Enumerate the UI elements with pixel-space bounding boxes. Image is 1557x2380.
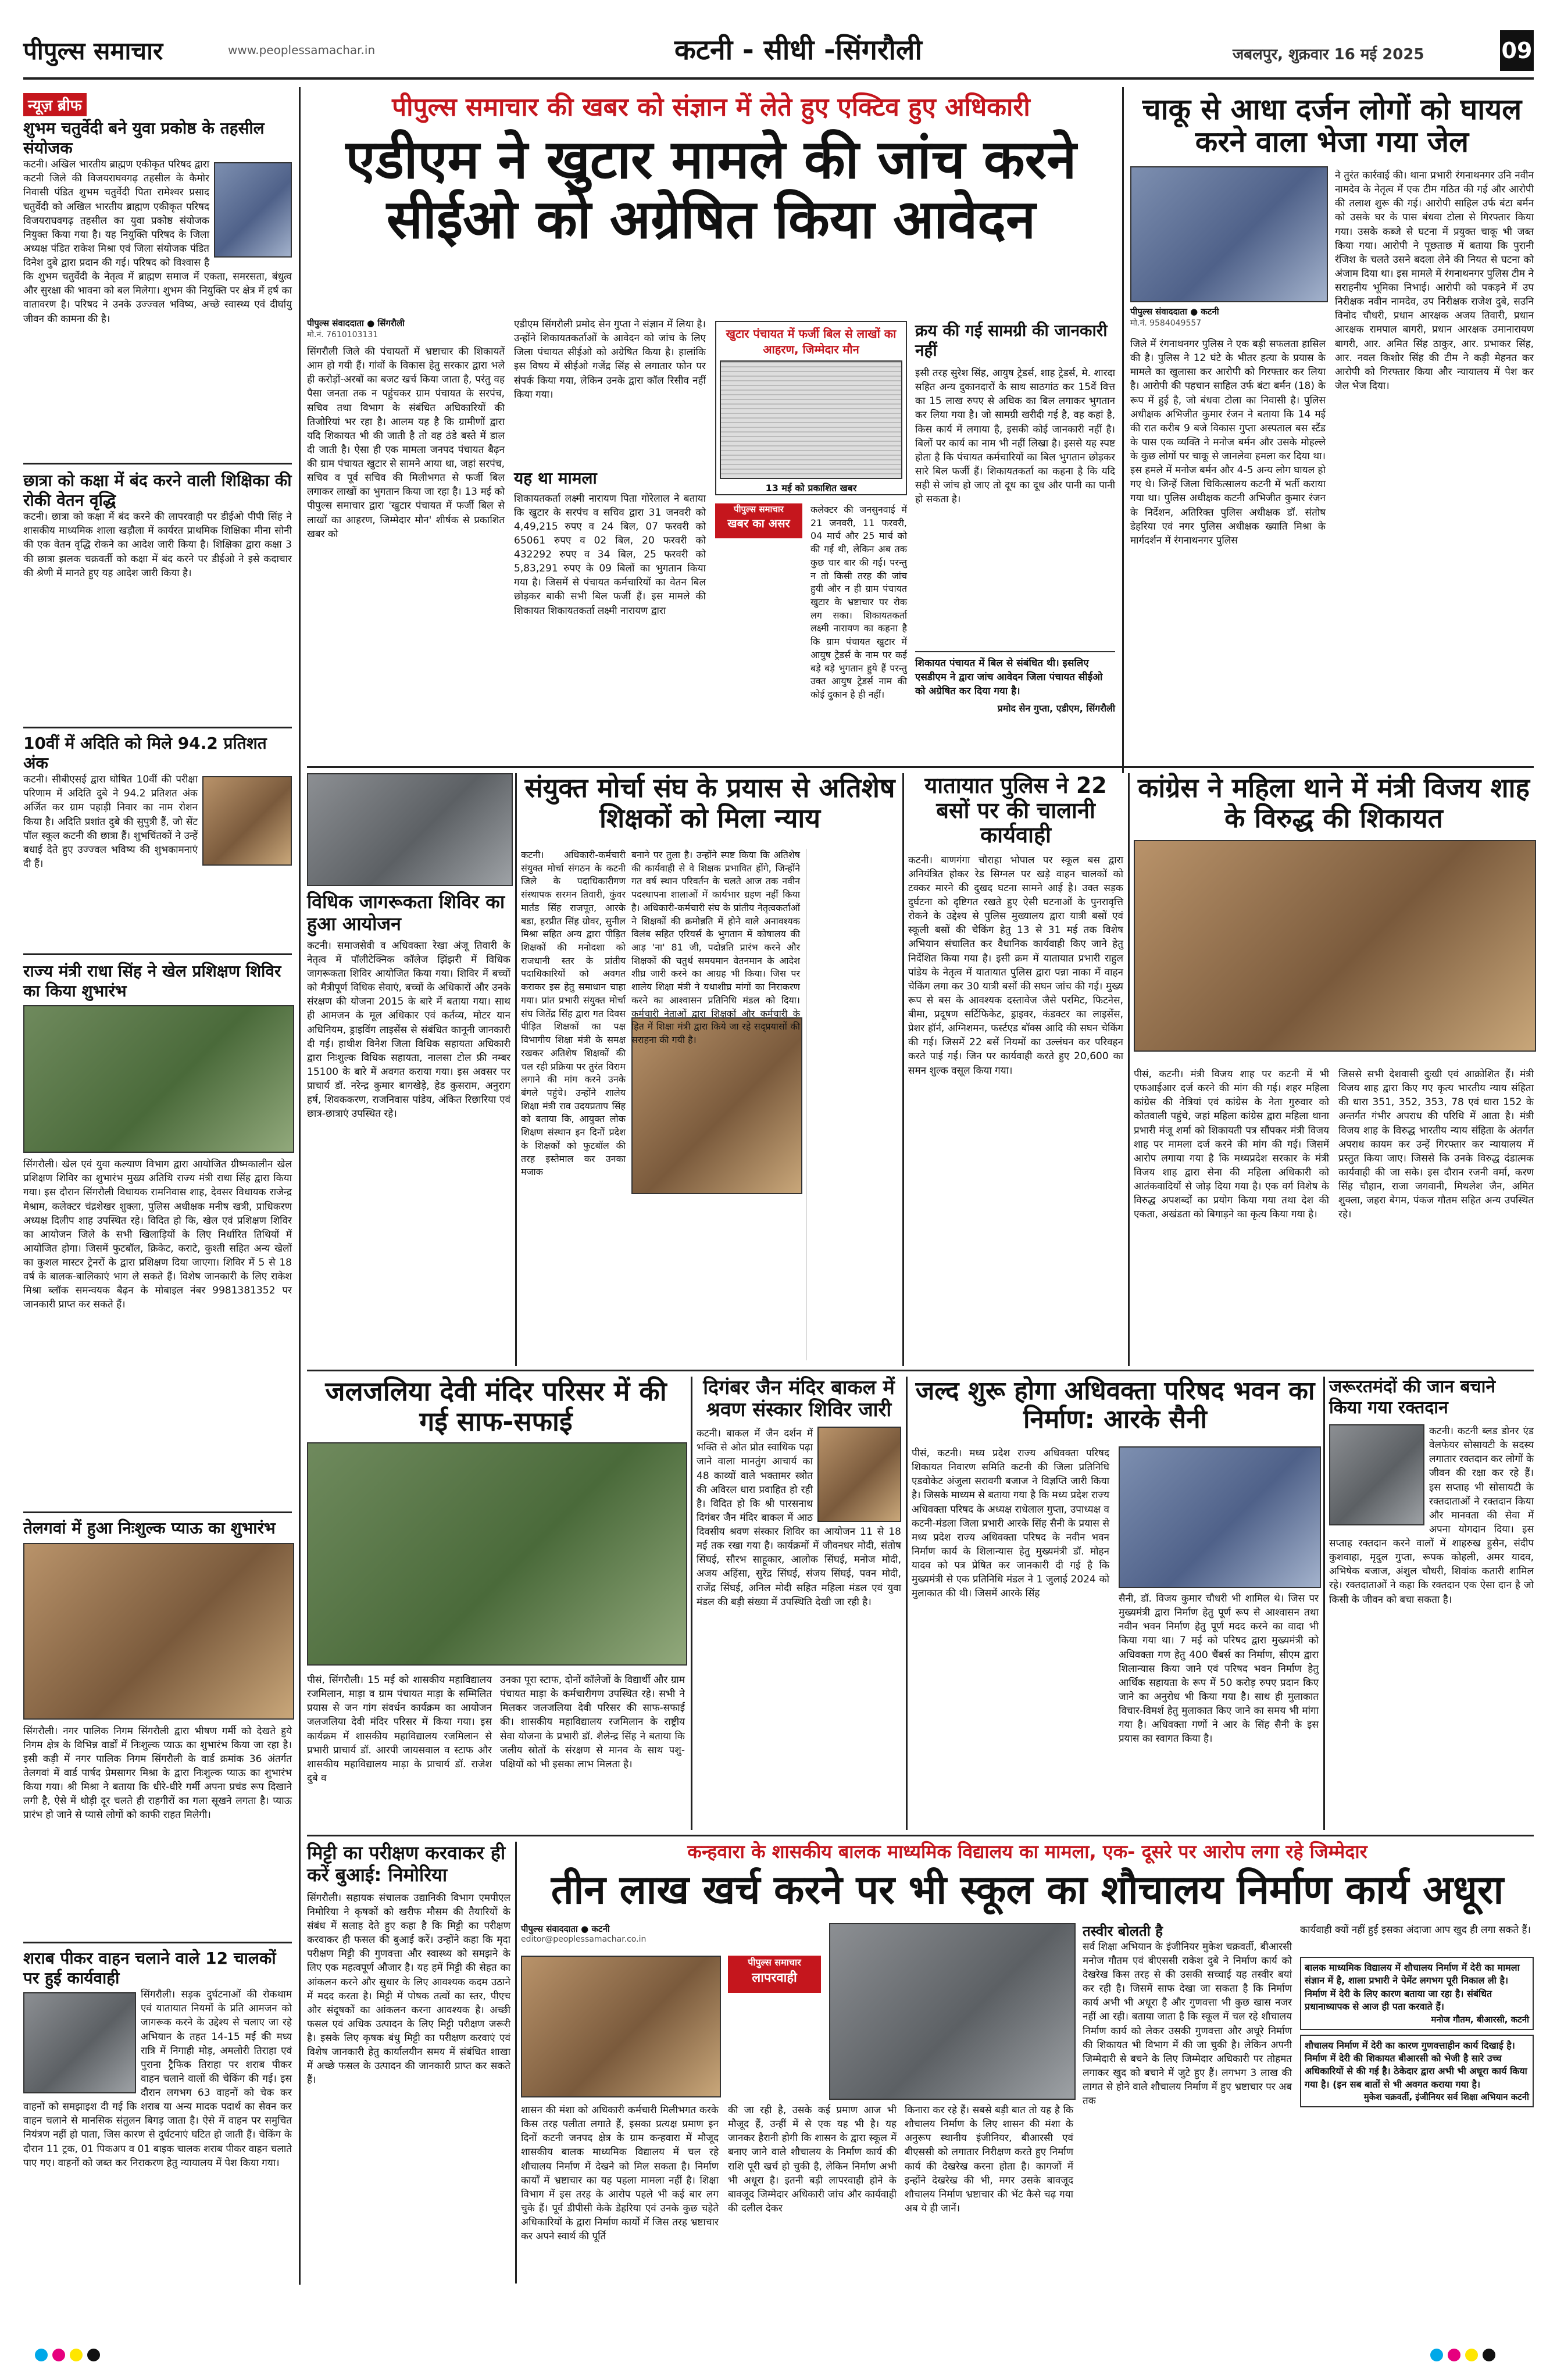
- lead-col2b: शिकायतकर्ता लक्ष्मी नारायण पिता गोरेलाल ने बताया कि खुटार के सरपंच व सचिव द्वारा 31 जनवरी को 4,49,215 रुपए व 24 बिल, 07 फरवरी को 65061 रुपए व 02 बिल, 20 फरवरी को 432292 रुपए व 34 बिल, 25 फरवरी को 5,83,291 रुपए के 09 बिलों का भुगतान किया गया है। जिसमें से पंचायत कर्मचारियों का वेतन बिल छोड़कर बाकी सभी बिल फर्जी हैं। इस मामले की शिकायत शिकायतकर्ता लक्ष्मी नारायण द्वारा: [514, 492, 706, 617]
- photo-congress-women: [1134, 840, 1536, 1052]
- brief-story-title: शुभम चतुर्वेदी बने युवा प्रकोष्ठ के तहसील संयोजक: [23, 119, 265, 158]
- photo-temple-cleaning: [307, 1442, 687, 1666]
- quote-author: प्रमोद सेन गुप्ता, एडीएम, सिंगरौली: [997, 703, 1115, 714]
- jain-body: कटनी। बाकल में जैन दर्शन में भक्ति से ओत प्रोत स्वाधिक पढ़ा जाने वाला मानतुंग आचार्य का 48 काव्यों वाले भक्तामर स्त्रोत की अविरल धारा प्रवाहित हो रही है। विदित हो कि श्री पारसनाथ दिगंबर जैन मंदिर बाकल में आठ दिवसीय श्रवण संस्कार शिविर का आयोजन 11 से 18 मई तक रखा गया है। कार्यक्रमों में जीवनधर मोदी, संतोष सिंघई, सौरभ साहूकार, आलोक सिंघई, मनोज मोदी, अजय अहिंसा, सुरेंद्र सिंघई, संजय सिंघई, पवन मोदी, राजेंद्र सिंघई, अनिल मोदी सहित महिला मंडल एवं युवा मंडल की बड़ी संख्या में उपस्थिति देखी जा रही है।: [697, 1428, 901, 1608]
- brief-story-body: सिंगरौली। नगर पालिक निगम सिंगरौली द्वारा भीषण गर्मी को देखते हुये निगम क्षेत्र के विभिन्न वार्डों में निःशुल्क प्याऊ का शुभारंभ किया जा रहा है। इसी कड़ी में नगर पालिक निगम सिंगरौली के वार्ड क्रमांक 36 अंतर्गत तेलगवां में वार्ड पार्षद प्रेमसागर मिश्रा के द्वारा निःशुल्क प्याऊ का शुभारंभ किया गया। श्री मिश्रा ने बताया कि धीरे-धीरे गर्मी अपना प्रचंड रूप दिखाने लगी है, ऐसे में थोड़ी दूर चलते ही राहगीरों का गला सूखने लगता है। प्याऊ प्रारंभ हो जाने से प्यासे लोगों को काफी राहत मिलेगी।: [23, 1725, 292, 1821]
- jail-story: [1130, 93, 1534, 762]
- blood-story: [1329, 1377, 1534, 1830]
- school-story: [521, 1842, 1534, 2283]
- school-subhead: तस्वीर बोलती है: [1083, 1923, 1163, 1939]
- photo-traffic-check: [23, 1992, 136, 2093]
- news-brief-column: [23, 93, 292, 2279]
- brief-story-6: [23, 1949, 292, 2313]
- published-clip: [715, 321, 907, 495]
- teachers-col1: कटनी। अधिकारी-कर्मचारी संयुक्त मोर्चा संगठन के कटनी जिले के पदाधिकारीगण संस्थापक सरमन तिवारी, कुंवर मार्तंड सिंह राजपूत, आरके बडा, हरप्रीत सिंह ग्रोवर, सुनील मिश्रा सहित अन्य द्वारा पीड़ित शिक्षकों की मनोदशा को राजधानी स्तर के प्रांतीय पदाधिकारियों को अवगत कराकर इस हेतु समाधान चाहा गया। प्रांत प्रभारी संयुक्त मोर्चा संघ जितेंद्र सिंह द्वारा गत दिवस पीड़ित शिक्षकों का पक्ष विभागीय शिक्षा मंत्री के समक्ष रखकर अतिशेष शिक्षकों की चल रही प्रक्रिया पर तुरंत विराम लगाने की मांग करने उनके बंगले पहुंचे। उन्होंने शालेय शिक्षा मंत्री राव उदयप्रताप सिंह को बताया कि, आयुक्त लोक शिक्षण संस्थान इन दिनों प्रदेश के शिक्षकों को फुटबॉल की तरह इस्तेमाल कर उनका मजाक: [521, 849, 626, 1178]
- legal-camp-story: [307, 773, 510, 1366]
- photo-blood-donor: [1329, 1424, 1424, 1525]
- brief-story-1: [23, 119, 292, 460]
- lead-subhead-1: यह था मामला: [514, 469, 597, 488]
- impact-text: खबर का असर: [727, 516, 790, 530]
- impact-badge: [715, 503, 802, 538]
- quote-text: शिकायत पंचायत में बिल से संबंधित थी। इसलिए एसडीएम ने द्वारा जांच आवेदन जिला पंचायत सीईओ को अग्रेषित कर दिया गया है।: [915, 657, 1103, 697]
- brief-story-3: [23, 734, 292, 964]
- impact-logo: पीपुल्स समाचार: [734, 504, 784, 514]
- blood-body: कटनी। कटनी ब्लड डोनर एंड वेलफेयर सोसायटी के सदस्य लगातार रक्तदान कर लोगों के जीवन की रक्षा कर रहे हैं। इस सप्ताह भी सोसायटी के रक्तदाताओं ने रक्तदान किया और मानवता की सेवा में अपना योगदान दिया। इस सप्ताह रक्तदान करने वालों में शाहरुख हुसैन, संदीप कुशवाहा, मृदुल गुप्ता, रूपक कोहली, अमर यादव, अभिषेक बजाज, अंशुल चौधरी, शिवांक कतारी शामिल रहे। रक्तदाताओं ने कहा कि रक्तदान एक ऐसा दान है जो किसी के जीवन को बचा सकता है।: [1329, 1425, 1534, 1606]
- school-col5: कार्यवाही क्यों नहीं हुई इसका अंदाजा आप खुद ही लगा सकते हैं।: [1300, 1924, 1531, 1936]
- lead-col4: इसी तरह सुरेश सिंह, आयुष ट्रेडर्स, शाह ट्रेडर्स, मे. शारदा सहित अन्य दुकानदारों के साथ साठगांठ कर 15वें वित्त का 15 लाख रुपए से अधिक का बिल लगाकर भुगतान कर लिया गया है। जो सामग्री खरीदी गई है, वह कहां है, किस कार्य में लगाया है, इसकी कोई जानकारी नहीं है। बिलों पर कार्य का नाम भी नहीं लिखा है। इससे यह स्पष्ट होता है कि पंचायत कर्मचारियों का बिल भुगतान छोड़कर सारे बिल फर्जी हैं। शिकायतकर्ता का कहना है कि यदि सही से जांच हो जाए तो दूध का दूध और पानी का पानी हो सकता है।: [915, 367, 1115, 506]
- traffic-body: कटनी। बाणगंगा चौराहा भोपाल पर स्कूल बस द्वारा अनियंत्रित होकर रेड सिग्नल पर खड़े वाहन चालकों को टक्कर मारने की दुखद घटना सामने आई है। उक्त सड़क दुर्घटना को दृष्टिगत रखते हुए ऐसी घटनाओं के पुनरावृत्ति रोकने के उद्देश्य से पुलिस मुख्यालय द्वारा यात्री बसों एवं स्कूली बसों की चेकिंग हेतु 13 से 31 मई तक विशेष अभियान संचालित कर वैधानिक कार्यवाही किए जाने हेतु निर्देशित किया गया है। इसी क्रम में यातायात प्रभारी राहुल पांडेय के नेतृत्व में यातायात पुलिस द्वारा पन्ना नाका में वाहन चेकिंग लगा कर 30 यात्री बसों की सघन जांच की गई। मुख्य रूप से बस के आवश्यक दस्तावेज जैसे परमिट, फिटनेस, बीमा, प्रदूषण सर्टिफिकेट, ड्राइवर, कंडक्टर का लाइसेंस, प्रेशर हॉर्न, अग्निशमन, फर्स्टएड बॉक्स आदि की सघन चेकिंग की गई। जिसमें 22 बसें नियमों का उल्लंघन कर परिवहन करते पाई गईं। जिन पर कार्यवाही करते हुए 20,600 का समन शुल्क वसूल किया गया।: [908, 854, 1123, 1077]
- school-col1: शासन की मंशा को अधिकारी कर्मचारी मिलीभगत करके किस तरह पलीता लगाते हैं, इसका प्रत्यक्ष प्रमाण इन दिनों कटनी जनपद क्षेत्र के ग्राम कन्हवारा में मौजूद शासकीय बालक माध्यमिक विद्यालय में चल रहे शौचालय निर्माण में देखने को मिल सकता है। निर्माण कार्यों में भ्रष्टाचार का यह पहला मामला नहीं है। शिक्षा विभाग में इस तरह के आरोप पहले भी कई बार लग चुके हैं। पूर्व डीपीसी केके डेहरिया एवं उनके कुछ चहेते अधिकारियों के द्वारा निर्माण कार्यों में जिस तरह भ्रष्टाचार कर अपने स्वार्थ की पूर्ति: [521, 2104, 719, 2243]
- school-col4: सर्व शिक्षा अभियान के इंजीनियर मुकेश चक्रवर्ती, बीआरसी मनोज गौतम एवं बीएससी राकेश दुबे ने निर्माण कार्य को देखरेख किस तरह से की उसकी सच्चाई यह तस्वीर बयां कर रही है। जिसमें साफ देखा जा सकता है कि निर्माण कार्य अभी भी अधूरा है और गुणवत्ता भी कुछ खास नजर नहीं आ रही। बताया जाता है कि स्कूल में चल रहे शौचालय निर्माण कार्य को लेकर उसकी गुणवत्ता और अधूरे निर्माण की शिकायत भी विभाग में की जा चुकी है। लेकिन अपनी जिम्मेदारी से बचने के लिए जिम्मेदार अधिकारी पर तोहमत लगाकर खुद को बचाने में जुटे हुए हैं। लगभग 3 लाख की लागत से होने वाले शौचालय निर्माण में हुए भ्रष्टाचार पर अब तक: [1083, 1941, 1292, 2107]
- photo-water-stall: [23, 1543, 294, 1720]
- news-brief-label: न्यूज़ ब्रीफ: [23, 93, 87, 116]
- date: जबलपुर, शुक्रवार 16 मई 2025: [1233, 46, 1424, 63]
- brief-story-body: कटनी। छात्रा को कक्षा में बंद करने की लापरवाही पर डीईओ पीपी सिंह ने शासकीय माध्यमिक शाला खड़ौला में कार्यरत प्राथमिक शिक्षिका मीना सोनी की एक वेतन वृद्धि रोकने का आदेश जारी किया है। शिक्षिका द्वारा कक्षा 3 की छात्रा झलक चक्रवर्ती को कक्षा में बंद करने पर डीईओ ने इसे कदाचार की श्रेणी में मानते हुए यह आदेश जारी किया है।: [23, 511, 292, 579]
- congress-col2: जिससे सभी देशवासी दुःखी एवं आक्रोशित हैं। मंत्री विजय शाह द्वारा किए गए कृत्य भारतीय न्याय संहिता की धारा 351, 352, 353, 78 एवं धारा 152 के अन्तर्गत गंभीर अपराध की परिधि में आता है। मंत्री विजय शाह के विरुद्ध भारतीय न्याय संहिता के अंतर्गत अपराध कायम कर उन्हें गिरफ्तार कर न्यायालय में प्रस्तुत किया जाए। जिससे कि उनके विरुद्ध दंडात्मक कार्यवाही की जा सके। इस दौरान रजनी वर्मा, करण सिंह चौहान, राजा जगवानी, मिथलेश जैन, अमित शुक्ला, जहरा बेगम, पंकज गौतम सहित अन्य उपस्थित रहे।: [1338, 1069, 1534, 1221]
- jail-headline: चाकू से आधा दर्जन लोगों को घायल करने वाला भेजा गया जेल: [1142, 92, 1522, 159]
- school-col2: की जा रही है, उसके कई प्रमाण आज भी मौजूद हैं, उन्हीं में से एक यह भी है। यह जानकर हैरानी होगी कि शासन के द्वारा स्कूल में बनाए जाने वाले शौचालय के निर्माण कार्य की राशि पूरी खर्च हो चुकी है, लेकिन निर्माण अभी भी अधूरा है। इतनी बड़ी लापरवाही होने के बावजूद जिम्मेदार अधिकारी जांच और कार्यवाही की दलील देकर: [728, 2104, 897, 2214]
- traffic-story: [908, 773, 1123, 1366]
- congress-col1: पीसं, कटनी। मंत्री विजय शाह पर कटनी में भी एफआईआर दर्ज करने की मांग की गई। शहर महिला कांग्रेस की नेत्रियां एवं कांग्रेस के नेता गुरुवार को कोतवाली पहुंचे, जहां महिला कांग्रेस द्वारा महिला थाना प्रभारी मंजू शर्मा को शिकायती पत्र सौंपकर मंत्री विजय शाह पर मामला दर्ज करने की मांग की गई। जिसमें आरोप लगाया गया है कि मध्यप्रदेश सरकार के मंत्री विजय शाह द्वारा सेना की महिला अधिकारी को आतंकवादियों से जोड़ दिया गया है। एक वर्ग विशेष के विरुद्ध अपशब्दों का प्रयोग किया गया तथा देश की एकता, अखंडता को बिगाड़ने का कृत्य किया गया है।: [1134, 1069, 1329, 1221]
- photo-police-press: [1130, 166, 1328, 302]
- soil-body: सिंगरौली। सहायक संचालक उद्यानिकी विभाग एमपीएल निमोरिया ने कृषकों को खरीफ मौसम की तैयारियों के संबंध में सलाह देते हुए कहा है कि मिट्टी का परीक्षण करवाकर ही फसल की बुआई करें। उन्होंने कहा कि मृदा परीक्षण मिट्टी की गुणवत्ता और स्वास्थ्य को समझने के लिए एक महत्वपूर्ण औजार है। यह हमें मिट्टी की सेहत का आंकलन करने और सुधार के लिए आवश्यक कदम उठाने में मदद करता है। मिट्टी में पोषक तत्वों का स्तर, पीएच और संदूषकों का आंकलन करना आवश्यक है। अच्छी फसल एवं अधिक उत्पादन के लिए मिट्टी परीक्षण जरूरी है। इसके लिए कृषक बंधु मिट्टी का परीक्षण करवाएं एवं विशेष जानकारी हेतु कार्यालयीन समय में संबंधित शाखा में अच्छे फसल के उत्पादन की जानकारी प्राप्त कर सकते हैं।: [307, 1892, 510, 2086]
- congress-story: [1134, 773, 1534, 1366]
- print-registration-marks: [35, 2349, 151, 2366]
- advocate-headline: जल्द शुरू होगा अधिवक्ता परिषद भवन का निर्माण: आरके सैनी: [915, 1376, 1315, 1435]
- school-email[interactable]: editor@peoplessamachar.co.in: [521, 1935, 647, 1944]
- photo-sports-camp: [23, 1005, 294, 1153]
- masthead: [23, 30, 1534, 80]
- advocate-col1: पीसं, कटनी। मध्य प्रदेश राज्य अधिवक्ता परिषद शिकायत निवारण समिति कटनी की जिला प्रतिनिधि एडवोकेट अंजुला सरावगी बजाज ने विज्ञप्ति जारी किया है। जिसके माध्यम से बताया गया है कि मध्य प्रदेश राज्य अधिवक्ता परिषद के अध्यक्ष राधेलाल गुप्ता, उपाध्यक्ष व कटनी-मंडला जिला प्रभारी आरके सिंह सैनी के प्रयास से मध्य प्रदेश राज्य अधिवक्ता परिषद के नवीन भवन निर्माण कार्य के शिलान्यास हेतु मुख्यमंत्री डॉ. मोहन यादव को पत्र प्रेषित कर जानकारी दी गई है कि मुख्यमंत्री से एक प्रतिनिधि मंडल ने 1 जुलाई 2024 को मुलाकात की थी। जिसमें आरके सिंह: [912, 1448, 1109, 1600]
- lead-story: [307, 93, 1115, 762]
- photo-aditi: [202, 776, 292, 866]
- congress-headline: कांग्रेस ने महिला थाने में मंत्री विजय शाह के विरुद्ध की शिकायत: [1138, 772, 1530, 834]
- school-col3: किनारा कर रहे हैं। सबसे बड़ी बात तो यह है कि शौचालय निर्माण के लिए शासन की मंशा के अनुरूप स्थानीय इंजीनियर, बीआरसी एवं बीएससी को लगातार निरीक्षण करते हुए निर्माण कार्य की देखरेख करना होता है। कागजों में इन्होंने देखरेख की भी, मगर उसके बावजूद शौचालय निर्माण भ्रष्टाचार की भेंट कैसे चढ़ गया अब ये ही जानें।: [905, 2104, 1073, 2214]
- photo-shubham: [214, 162, 292, 258]
- brief-story-body: कटनी। अखिल भारतीय ब्राह्मण एकीकृत परिषद द्वारा कटनी जिले की विजयराघवगढ़ तहसील के कैमोर निवासी पंडित शुभम चतुर्वेदी पिता रामेश्वर प्रसाद चतुर्वेदी को अखिल भारतीय ब्राह्मण एकीकृत परिषद विजयराघवगढ़ तहसील का युवा प्रकोष्ठ संयोजक नियुक्त किया गया है। यह नियुक्ति परिषद के जिला अध्यक्ष पंडित राकेश मिश्रा एवं जिला संयोजक पंडित दिनेश दुबे द्वारा प्रदान की गई। परिषद को विश्वास है कि शुभम चतुर्वेदी के नेतृत्व में ब्राह्मण समाज में एकता, समरसता, बंधुत्व और सुरक्षा की भावना को बल मिलेगा। शुभम की नियुक्ति पर क्षेत्र में हर्ष का वातावरण है। परिषद ने उनके उज्ज्वल भविष्य, अच्छे स्वास्थ्य एवं दीर्घायु जीवन की कामना की है।: [23, 159, 292, 325]
- lead-headline: एडीएम ने खुटार मामले की जांच करने सीईओ को अग्रेषित किया आवेदन: [345, 128, 1077, 251]
- brc-quote: [1300, 1957, 1534, 2030]
- jain-headline: दिगंबर जैन मंदिर बाकल में श्रवण संस्कार शिविर जारी: [703, 1376, 895, 1422]
- brief-story-title: तेलगवां में हुआ निःशुल्क प्याऊ का शुभारंभ: [23, 1518, 276, 1538]
- brief-story-body: सिंगरौली। खेल एवं युवा कल्याण विभाग द्वारा आयोजित ग्रीष्मकालीन खेल प्रशिक्षण शिविर का शुभारंभ मुख्य अतिथि राज्य मंत्री राधा सिंह द्वारा किया गया। इस दौरान सिंगरौली विधायक रामनिवास शाह, देवसर विधायक राजेन्द्र मेश्राम, कलेक्टर चंद्रशेखर शुक्ला, पुलिस अधीक्षक मनीष खत्री, प्राधिकरण अध्यक्ष दिलीप शाह उपस्थित रहे। विदित हो कि, खेल एवं प्रशिक्षण शिविर का आयोजन जिले के सभी खिलाड़ियों के लिए निर्धारित तिथियों में आयोजित होगा। जिसमें फुटबॉल, क्रिकेट, कराटे, कुश्ती सहित अन्य खेलों का कुशल मास्टर ट्रेनरों के द्वारा प्रशिक्षण दिया जाएगा। शिविर में 5 से 18 वर्ष के बालक-बालिकाएं भाग ले सकते हैं। विशेष जानकारी के लिए राकेश मिश्रा ब्लॉक समन्वयक बैढ़न के मोबाइल नंबर 9981381352 पर जानकारी प्राप्त कर सकते हैं।: [23, 1159, 292, 1311]
- lead-col2: एडीएम सिंगरौली प्रमोद सेन गुप्ता ने संज्ञान में लिया है। उन्होंने शिकायतकर्ताओं के आवेदन को जांच के लिए जिला पंचायत सीईओ को अग्रेषित किया है। हालांकि इस विषय में सीईओ गजेंद्र सिंह से लगातार फोन पर संपर्क किया गया, लेकिन उनके द्वारा कॉल रिसीव नहीं किया गया।: [514, 319, 706, 401]
- soil-headline: मिट्टी का परीक्षण करवाकर ही करें बुआई: निमोरिया: [307, 1842, 506, 1886]
- clip-headline: खुटार पंचायत में फर्जी बिल से लाखों का आहरण, जिम्मेदार मौन: [726, 327, 897, 356]
- brief-story-body: सिंगरौली। सड़क दुर्घटनाओं की रोकथाम एवं यातायात नियमों के प्रति आमजन को जागरूक करने के उद्देश्य से चलाए जा रहे अभियान के तहत 14-15 मई की मध्य रात्रि में निगाही मोड़, अमलोरी तिराहा एवं पुराना ट्रैफिक तिराहा पर शराब पीकर वाहन चलाने वालों की चेकिंग की गई। इस दौरान लगभग 63 वाहनों को चेक कर वाहनों को समझाइश दी गई कि शराब या अन्य मादक पदार्थ का सेवन कर वाहन चलाने से मानसिक संतुलन बिगड़ जाता है। ऐसे में वाहन पर समुचित नियंत्रण नहीं हो पाता, जिस कारण से दुर्घटनाएं घटित हो जाती हैं। चेकिंग के दौरान 11 ट्रक, 01 पिकअप व 01 बाइक चालक शराब पीकर वाहन चलाते पाए गए। वाहनों को जब्त कर निराकरण हेतु न्यायालय में पेश किया गया।: [23, 1989, 292, 2169]
- photo-advocates-cm: [1119, 1446, 1321, 1588]
- advocate-story: [912, 1377, 1319, 1830]
- logo: पीपुल्स समाचार: [23, 37, 163, 65]
- edition-title: कटनी - सीधी -सिंगरौली: [674, 34, 922, 66]
- traffic-headline: यातायात पुलिस ने 22 बसों पर की चालानी कार्यवाही: [924, 773, 1107, 848]
- school-kicker: कन्हवारा के शासकीय बालक माध्यमिक विद्यालय का मामला, एक- दूसरे पर आरोप लगा रहे जिम्मेदार: [687, 1841, 1367, 1863]
- photo-incomplete-toilet: [521, 1956, 721, 2097]
- lapse-logo: पीपुल्स समाचार: [748, 1957, 801, 1968]
- lapse-text: लापरवाही: [752, 1971, 797, 1985]
- legal-body: कटनी। समाजसेवी व अधिवक्ता रेखा अंजू तिवारी के नेतृत्व में पॉलीटेक्निक कॉलेज झिंझरी में विधिक जागरूकता शिविर आयोजित किया गया। शिविर में बच्चों को मैत्रीपूर्ण विधिक सेवाएं, बच्चों के अधिकारों और उनके संरक्षण की योजना 2015 के बारे में बताया गया। साथ ही आमजन के मूल अधिकार एवं कर्तव्य, मोटर यान अधिनियम, ड्राइविंग लाइसेंस से संबंधित कानूनी जानकारी दी गई। हाथीश विनेश जिला विधिक सहायता अधिकारी द्वारा निःशुल्क विधिक सहायता, नालसा टोल फ्री नम्बर 15100 के बारे में अवगत कराया गया। इस अवसर पर प्राचार्य डॉ. नरेन्द्र कुमार बागखेड़े, हेड कुसराम, अनुराग हर्ष, शिवककरण, राजनिवास पांडेय, अंकित रिछारिया एवं छात्र-छात्राएं उपस्थित रहे।: [307, 939, 510, 1120]
- temple-col1: पीसं, सिंगरौली। 15 मई को शासकीय महाविद्यालय रजमिलान, माड़ा व ग्राम पंचायत माड़ा के सम्मिलित प्रयास से जन गांग संवर्धन कार्यक्रम का आयोजन जलजलिया देवी मंदिर परिसर में किया गया। इस कार्यक्रम में शासकीय महाविद्यालय रजमिलान से प्रभारी प्राचार्य डॉ. आरपी जायसवाल व स्टाफ और शासकीय महाविद्यालय माड़ा के प्राचार्य डॉ. राजेश दुबे व: [307, 1674, 492, 1784]
- clip-caption: 13 मई को प्रकाशित खबर: [765, 483, 857, 494]
- lead-col3: कलेक्टर की जनसुनवाई में 21 जनवरी, 11 फरवरी, 04 मार्च और 25 मार्च को की गई थी, लेकिन अब तक कुछ चार बार की गई। परन्तु न तो किसी तरह की जांच हुयी और न ही ग्राम पंचायत खुटार के भ्रष्टाचार पर रोक लग सका। शिकायतकर्ता लक्ष्मी नारायण का कहना है कि ग्राम पंचायत खुटार में आयुष ट्रेडर्स के नाम पर कई बड़े बड़े भुगतान हुये हैं परन्तु उक्त आयुष ट्रेडर्स नाम की कोई दुकान है ही नहीं।: [810, 504, 907, 701]
- brief-story-2: [23, 471, 292, 614]
- page-number: 09: [1500, 30, 1534, 71]
- brief-story-title: शराब पीकर वाहन चलाने वाले 12 चालकों पर हुई कार्यवाही: [23, 1949, 276, 1988]
- brief-story-body: कटनी। सीबीएसई द्वारा घोषित 10वीं की परीक्षा परिणाम में अदिति दुबे ने 94.2 प्रतिशत अंक अर्जित कर ग्राम पहाड़ी निवार का नाम रोशन किया है। अदिति प्रशांत दुबे की सुपुत्री हैं, जो सेंट पॉल स्कूल कटनी की छात्रा हैं। शुभचिंतकों ने उन्हें बधाई देते हुए उज्ज्वल भविष्य की शुभकामनाएं दी हैं।: [23, 774, 198, 870]
- engineer-quote-author: मुकेश चक्रवर्ती, इंजीनियर सर्व शिक्षा अभियान कटनी: [1363, 2092, 1529, 2103]
- brief-story-title: 10वीं में अदिति को मिले 94.2 प्रतिशत अंक: [23, 734, 267, 773]
- photo-toilet-structure: [829, 1923, 1076, 2100]
- adm-quote: [915, 651, 1115, 759]
- engineer-quote-text: शौचालय निर्माण में देरी का कारण गुणवत्ताहीन कार्य दिखाई है। निर्माण में देरी की शिकायत बीआरसी को भेजी है सारे उच्च अधिकारियों से की गई है। ठेकेदार द्वारा अभी भी अधूरा कार्य किया गया है। (इन सब बातों से भी अवगत कराया गया है।: [1305, 2039, 1527, 2090]
- blood-headline: जरूरतमंदों की जान बचाने किया गया रक्तदान: [1329, 1377, 1496, 1418]
- teachers-story: [521, 773, 899, 1366]
- lead-col1: सिंगरौली जिले की पंचायतों में भ्रष्टाचार की शिकायतें आम हो गयी हैं। गांवों के विकास हेतु सरकार द्वारा भले ही करोड़ों-अरबों का बजट खर्च किया जाता है, परंतु वह पैसा जनता तक न पहुंचकर ग्राम पंचायत के सरपंच, सचिव तथा विभाग के संबंधित अधिकारियों की तिजोरियां भर रहा है। आलम यह है कि ग्रामीणों द्वारा यदि शिकायत भी की जाती है तो वह ठंडे बस्ते में डाल दी जाती है। ऐसा ही एक मामला जनपद पंचायत बैढ़न की ग्राम पंचायत खुटार से सामने आया था, जहां सरपंच, सचिव व पूर्व सचिव की मिलीभगत से फर्जी बिल लगाकर लाखों का भुगतान किया जा रहा है। 13 मई को पीपुल्स समाचार द्वारा 'खुटार पंचायत में फर्जी बिल से लाखों का आहरण, जिम्मेदार मौन' शीर्षक से प्रकाशित खबर को: [307, 346, 505, 540]
- temple-col2: उनका पूरा स्टाफ, दोनों कॉलेजों के विद्यार्थी और ग्राम पंचायत माड़ा के कर्मचारीगण उपस्थित रहे। सभी ने मिलकर जलजलिया देवी परिसर की साफ-सफाई की। शासकीय महाविद्यालय रजमिलान के राष्ट्रीय सेवा योजना के प्रभारी डॉ. शैलेन्द्र सिंह ने बताया कि जलीय स्रोतों के संरक्षण से मानव के साथ पशु-पक्षियों को भी इसका लाभ मिलता है।: [500, 1674, 685, 1770]
- brc-quote-author: मनोज गौतम, बीआरसी, कटनी: [1431, 2014, 1529, 2025]
- jail-mobile: मो.नं. 9584049557: [1130, 319, 1202, 328]
- advocate-col2: सैनी, डॉ. विजय कुमार चौधरी भी शामिल थे। जिस पर मुख्यमंत्री द्वारा निर्माण हेतु पूर्ण रूप से आश्वासन तथा नवीन भवन निर्माण हेतु पूर्ण मदद करने का वादा भी किया गया था। 7 मई को परिषद द्वारा मुख्यमंत्री को अधिवक्ता गण हेतु 400 चैंबर्स का निर्माण, सीएम द्वारा शिलान्यास किया जाने एवं परिषद भवन निर्माण हेतु आर्थिक सहायता के रूप में 50 करोड़ रुपए प्रदान किए जाने का अनुरोध भी किया गया है। साथ ही मुलाकात विचार-विमर्श हेतु मुलाकात किए जाने का समय भी मांगा गया है। अधिवक्ता गणों ने आर के सिंह सैनी के इस प्रयास का स्वागत किया है।: [1119, 1593, 1319, 1745]
- lead-mobile: मो.नं. 7610103131: [307, 330, 378, 340]
- legal-headline: विधिक जागरूकता शिविर का हुआ आयोजन: [307, 891, 505, 935]
- school-headline: तीन लाख खर्च करने पर भी स्कूल का शौचालय निर्माण कार्य अधूरा: [551, 1867, 1504, 1913]
- brief-story-title: राज्य मंत्री राधा सिंह ने खेल प्रशिक्षण शिविर का किया शुभारंभ: [23, 962, 281, 1000]
- teachers-headline: संयुक्त मोर्चा संघ के प्रयास से अतिशेष शिक्षकों को मिला न्याय: [524, 772, 895, 834]
- jail-byline: पीपुल्स संवाददाता ● कटनी: [1130, 306, 1219, 317]
- jail-col1: जिले में रंगनाथनगर पुलिस ने एक बड़ी सफलता हासिल की है। पुलिस ने 12 घंटे के भीतर हत्या के प्रयास के मामले का खुलासा कर आरोपी को गिरफ्तार कर लिया है। आरोपी की पहचान साहिल उर्फ बंटा बर्मन (18) के रूप में हुई है, जो बंधवा टोला का निवासी है। पुलिस अधीक्षक अभिजीत कुमार रंजन ने बताया कि 14 मई की रात करीब 9 बजे विकास गुप्ता अस्पताल बस स्टैंड के पास एक व्यक्ति ने मनोज बर्मन और उसके मोहल्ले के कुछ लोगों पर चाकू से जानलेवा हमला कर दिया था। इस हमले में मनोज बर्मन और 4-5 अन्य लोग घायल हो गए थे। जिन्हें जिला चिकित्सालय कटनी में भर्ती कराया गया था। पुलिस अधीक्षक कटनी अभिजीत कुमार रंजन के निर्देशन, अतिरिक्त पुलिस अधीक्षक डॉ. संतोष डेहरिया एवं नगर पुलिस अधीक्षक ख्याति मिश्रा के मार्गदर्शन में रंगनाथनगर पुलिस: [1130, 338, 1326, 546]
- brief-story-5: [23, 1518, 292, 1922]
- brc-quote-text: बालक माध्यमिक विद्यालय में शौचालय निर्माण में देरी का मामला संज्ञान में है, शाला प्रभारी ने पेमेंट लगभग पूरी निकाल ली है। निर्माण में देरी के लिए कारण बताया जा रहा है। संबंधित प्रधानाध्यापक से आज ही पता करवाते हैं।: [1305, 1962, 1520, 2013]
- lapse-badge: [728, 1956, 821, 1993]
- jain-story: [697, 1377, 901, 1830]
- lead-subhead-2: क्रय की गई सामग्री की जानकारी नहीं: [915, 321, 1108, 360]
- teachers-col3: [810, 849, 899, 1360]
- brief-story-title: छात्रा को कक्षा में बंद करने वाली शिक्षिका की रोकी वेतन वृद्धि: [23, 471, 292, 510]
- lead-kicker: पीपुल्स समाचार की खबर को संज्ञान में लेते हुए एक्टिव हुए अधिकारी: [392, 92, 1030, 122]
- school-byline: पीपुल्स संवाददाता ● कटनी: [521, 1924, 610, 1934]
- photo-jain-person: [817, 1427, 901, 1522]
- print-registration-marks-right: [1430, 2349, 1547, 2366]
- photo-legal-camp: [307, 773, 513, 886]
- lead-sub2-block: [915, 321, 1115, 360]
- temple-story: [307, 1377, 685, 1830]
- jail-col2: ने तुरंत कार्रवाई की। थाना प्रभारी रंगनाथनगर उनि नवीन नामदेव के नेतृत्व में एक टीम गठित की गई और आरोपी की तलाश शुरू की गई। आरोपी साहिल उर्फ बंटा बर्मन को उसके घर के पास बंधवा टोला से गिरफ्तार किया गया। उसके कब्जे से घटना में प्रयुक्त चाकू भी जब्त किया गया। आरोपी ने पूछताछ में बताया कि पुरानी रंजिश के चलते उसने बदला लेने की नियत से घटना को अंजाम दिया था। इस मामले में रंगनाथनगर पुलिस टीम ने सराहनीय भूमिका निभाई। आरोपी को पकड़ने में उप निरीक्षक नवीन नामदेव, उप निरीक्षक राजेश दुबे, सउनि विनोद चौधरी, प्रधान आरक्षक अजय तिवारी, प्रधान आरक्षक रामपाल बागरी, प्रधान आरक्षक उमानारायण बागरी, आर. अमित सिंह ठाकुर, आर. प्रभाकर सिंह, आर. नवल किशोर सिंह की टीम ने कड़ी मेहनत कर आरोपी को गिरफ्तार किया और न्यायालय में पेश कर जेल भेज दिया।: [1335, 170, 1534, 392]
- brief-story-4: [23, 962, 292, 1495]
- temple-headline: जलजलिया देवी मंदिर परिसर में की गई साफ-सफाई: [325, 1375, 667, 1437]
- soil-story: [307, 1842, 510, 2283]
- website-link[interactable]: www.peoplessamachar.in: [228, 43, 376, 57]
- lead-byline: पीपुल्स संवाददाता ● सिंगरौली: [307, 318, 405, 328]
- clip-image: [720, 360, 902, 479]
- engineer-quote: [1300, 2035, 1534, 2108]
- teachers-col2-top: बनाने पर तुला है। उन्होंने स्पष्ट किया कि अतिशेष की कार्यवाही से वे शिक्षक प्रभावित होंगे, जिन्होंने गत वर्ष स्थान परिवर्तन के चलते आज तक नवीन पदस्थापना शालाओं में कार्यभार ग्रहण नहीं किया है। अधिकारी-कर्मचारी संघ के प्रांतीय नेतृत्वकर्ताओं ने शिक्षकों की क्रमोन्नति में होने वाले अनावश्यक विलंब सहित एरियर्स के भुगतान में कोषालय की आड़ 'ना' 81 जी, पदोन्नति प्रारंभ करने और शिक्षकों की चतुर्थ समयमान वेतनमान के आदेश शीघ्र जारी करने का आग्रह भी किया। जिस पर शालेय शिक्षा मंत्री ने यथाशीघ्र मांगों का निराकरण करने का आश्वासन प्रतिनिधि मंडल को दिया। कर्मचारी नेताओं द्वारा शिक्षकों और कर्मचारी के हित में शिक्षा मंत्री द्वारा किये जा रहे सद्प्रयासों की सराहना की गयी है।: [631, 849, 800, 1046]
